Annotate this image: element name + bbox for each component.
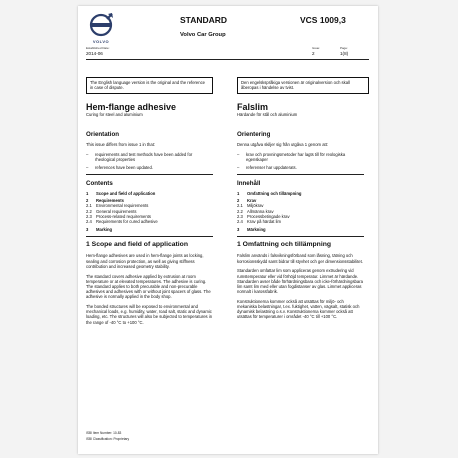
- issue-value: 2: [312, 51, 315, 56]
- english-column: [86, 102, 213, 329]
- toc-item-sv: 2.4 Krav på härdat lim: [237, 219, 281, 225]
- toc-item-sv: 2.2 Allmänna krav: [237, 208, 274, 214]
- paragraph-en: Hem-flange adhesives are used in hem-flange joints as locking, sealing and corrosion protection, as well as giving stiffness contribution and increased geometry stability.: [86, 253, 204, 269]
- document-subtitle-en: Curing for steel and aluminium: [86, 112, 143, 117]
- document-title-en: Hem-flange adhesive: [86, 102, 177, 112]
- volvo-logo-icon: [88, 12, 114, 38]
- toc-item-sv: 2 Krav: [237, 198, 257, 204]
- established-label: Established Date:: [86, 46, 110, 50]
- bullet-item-sv: – referenser har uppdaterats.: [237, 165, 297, 171]
- paragraph-en: The bonded structures will be exposed to environmental and mechanical loads, e.g. humidity, water, road salt, static and dynamic loading, etc. The structures will also be subjected to temperatures in the range of -40 °C to +100 °C.: [86, 304, 213, 325]
- notice-box-en: The English language version is the original and the reference in case of dispute.: [86, 77, 213, 94]
- section1-heading-en: 1 Scope and field of application: [86, 241, 188, 249]
- standard-code: VCS 1009,3: [300, 15, 346, 25]
- paragraph-sv: Konstruktionerna kommer också att utsättas för miljö- och mekaniska belastningar, t.ex. fuktighet, vatten, vägsalt, statisk och dynamisk belastning o.s.v. Konstruktionerna kommer också att utsättas för temperaturer i området -40 °C till +100 °C.: [237, 298, 360, 320]
- orientation-heading-sv: Orientering: [237, 131, 271, 138]
- orientation-text-sv: Denna utgåva skiljer sig från utgåva 1 genom att:: [237, 142, 329, 147]
- section-divider: [237, 236, 364, 237]
- contents-heading-en: Contents: [86, 179, 113, 187]
- toc-item-sv: 2.3 Processbetingade krav: [237, 214, 290, 219]
- section-divider: [86, 174, 213, 175]
- page-label: Page:: [340, 46, 348, 50]
- toc-item-en: 2.1 Environmental requirements: [86, 203, 149, 209]
- logo-wordmark: VOLVO: [92, 39, 110, 44]
- footer-item-number: ISBI Item Number: 10-83: [86, 431, 122, 435]
- toc-item-en: 1 Scope and field of application: [86, 190, 156, 196]
- standard-label: STANDARD: [180, 15, 228, 25]
- contents-heading-sv: Innehåll: [237, 179, 261, 187]
- orientation-heading-en: Orientation: [86, 131, 120, 138]
- section-divider: [86, 236, 213, 237]
- company-name: Volvo Car Group: [180, 32, 226, 38]
- document-title-sv: Falslim: [237, 102, 269, 112]
- bullet-item-sv: – krav och provningsmetoder har lagts till för reologiska egenskaper: [237, 151, 346, 162]
- document-page: [78, 6, 378, 454]
- issue-label: Issue:: [312, 46, 321, 50]
- document-subtitle-sv: Härdande för stål och aluminium: [237, 112, 298, 117]
- toc-item-sv: 1 Omfattning och tillämpning: [237, 190, 302, 196]
- toc-item-en: 2.4 Requirements for cured adhesive: [86, 219, 158, 225]
- toc-item-en: 3 Marking: [86, 226, 113, 232]
- toc-item-en: 2.2 General requirements: [86, 208, 137, 214]
- paragraph-sv: Falslim används i falsvikningsförband som låsning, tätning och korrosionsskydd samt bidrar till styvhet och ger dimensionsstabilitet.: [237, 253, 363, 264]
- page-value: 1(8): [340, 51, 349, 56]
- bullet-item-en: – references have been updated.: [86, 165, 153, 171]
- header-divider: [86, 59, 369, 60]
- footer-classification: ISBI Classification: Proprietary: [86, 437, 130, 441]
- toc-item-en: 2.3 Process-related requirements: [86, 214, 151, 219]
- swedish-column: [237, 102, 364, 324]
- paragraph-sv: Standarden omfattar lim som appliceras genom extrudering vid rumstemperatur eller vid förhöjd temperatur. Limmet är härdande. Standarden avser både förhärdningsbara och icke-förhärdningsbara lim samt lim med eller utan fogdistanser av glas. Limmet appliceras normalt i karossfabrik.: [237, 268, 363, 295]
- toc-item-sv: 3 Märkning: [237, 226, 266, 232]
- toc-item-en: 2 Requirements: [86, 198, 124, 204]
- orientation-text-en: This issue differs from issue 1 in that:: [86, 142, 156, 147]
- paragraph-en: The standard covers adhesive applied by extrusion at room temperature or at elevated temperatures. The adhesive is curing. The standard applies to both precurable and non-precurable adhesives and adhesives with or without joint spacers of glass. The adhesive is normally applied in the body shop.: [86, 273, 211, 300]
- toc-item-sv: 2.1 Miljökrav: [237, 203, 264, 209]
- section-divider: [237, 174, 364, 175]
- established-value: 2014-06: [86, 51, 103, 56]
- bullet-item-en: – requirements and test methods have been added for rheological properties: [86, 151, 193, 162]
- section1-heading-sv: 1 Omfattning och tillämpning: [237, 241, 332, 249]
- notice-box-sv: Den engelskspråkiga versionen är originalversion och skall åberopas i händelse av tvist.: [237, 77, 369, 94]
